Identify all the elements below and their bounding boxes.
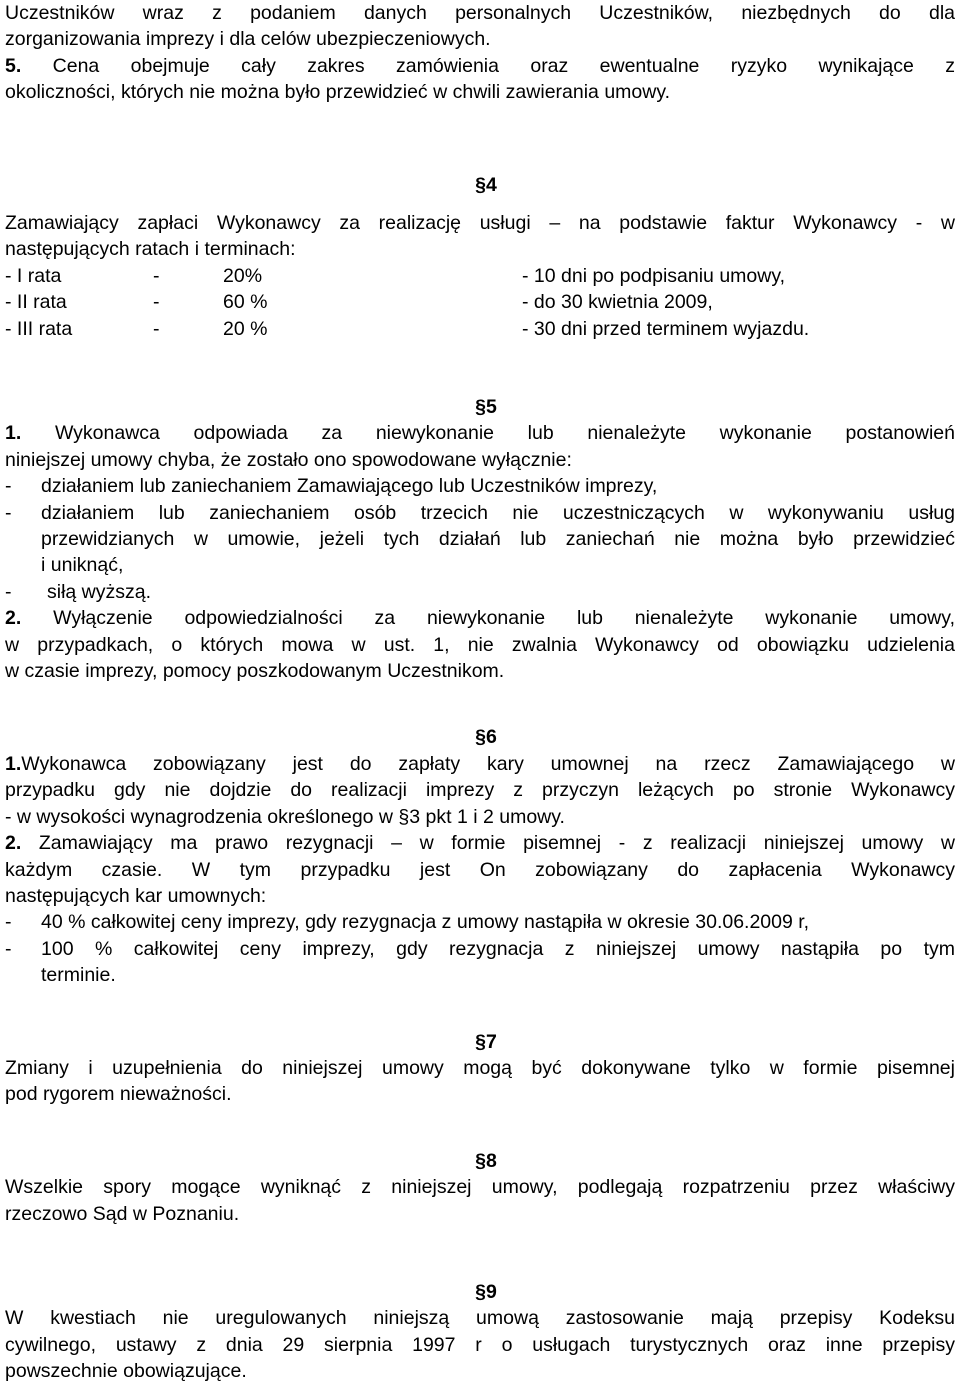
- section-6-point-1-line-1: [5, 751, 955, 777]
- section-6-point-1-line-3: - w wysokości wynagrodzenia określonego w §3 pkt 1 i 2 umowy.: [5, 805, 565, 828]
- list-dash: -: [5, 937, 12, 960]
- section-6-body: [5, 751, 955, 989]
- list-item-line: działaniem lub zaniechaniem Zamawiającego lub Uczestników imprezy,: [41, 475, 658, 498]
- section-5-point-1-text: Wykonawca odpowiada za niewykonanie lub nienależyte wykonanie postanowień: [21, 422, 955, 445]
- list-dash: -: [5, 475, 12, 498]
- section-7-line-2: pod rygorem nieważności.: [5, 1083, 232, 1106]
- section-6-point-2-line-2: każdym czasie. W tym przypadku jest On zobowiązany do zapłacenia Wykonawcy: [5, 858, 955, 881]
- section-4-heading: §4: [475, 173, 497, 196]
- section-7-line-1: Zmiany i uzupełnienia do niniejszej umowy mogą być dokonywane tylko w formie pisemnej: [5, 1056, 955, 1079]
- intro-line-2: zorganizowania imprezy i dla celów ubezpieczeniowych.: [5, 28, 491, 51]
- list-item-line: terminie.: [41, 964, 116, 987]
- list-item-line: działaniem lub zaniechaniem osób trzecich nie uczestniczących w wykonywaniu usług: [41, 501, 955, 524]
- section-6-heading: §6: [475, 726, 497, 749]
- section-7-heading: §7: [475, 1030, 497, 1053]
- section-5-point-2-line-1: [5, 605, 955, 631]
- list-item: [5, 936, 955, 989]
- section-5-point-2-text: Wyłączenie odpowiedzialności za niewykonanie lub nienależyte wykonanie umowy,: [21, 607, 955, 630]
- list-item: [5, 909, 955, 935]
- section-4-body: [5, 210, 955, 342]
- installment-percent: 20 %: [223, 317, 268, 340]
- list-item-line: siłą wyższą.: [47, 580, 152, 603]
- section-5-point-2-number: 2.: [5, 607, 22, 630]
- installment-separator: -: [153, 317, 160, 340]
- point-5-line-1: [5, 53, 955, 79]
- intro-paragraph: [5, 0, 955, 53]
- section-9-line-1: W kwestiach nie uregulowanych niniejszą umową zastosowanie mają przepisy Kodeksu: [5, 1307, 955, 1330]
- list-dash: -: [5, 501, 12, 524]
- list-item-line: przewidzianych w umowie, jeżeli tych działań lub zaniechań nie można było przewidzieć: [41, 528, 955, 551]
- section-8-body: [5, 1174, 955, 1227]
- installment-name: - I rata: [5, 264, 62, 287]
- section-7-body: [5, 1055, 955, 1108]
- section-5-heading: §5: [475, 396, 497, 419]
- intro-line-1: Uczestników wraz z podaniem danych personalnych Uczestników, niezbędnych do dla: [5, 2, 955, 24]
- section-5-point-2-line-2: w przypadkach, o których mowa w ust. 1, nie zwalnia Wykonawcy od obowiązku udzielenia: [5, 633, 955, 656]
- installment-separator: -: [153, 291, 160, 314]
- installment-row-2: [5, 289, 955, 315]
- section-8-heading: §8: [475, 1149, 497, 1172]
- list-item-line: i uniknąć,: [41, 554, 124, 577]
- installment-term: - do 30 kwietnia 2009,: [522, 291, 713, 314]
- installment-percent: 60 %: [223, 291, 268, 314]
- point-5-number: 5.: [5, 54, 22, 77]
- installment-row-1: [5, 263, 955, 289]
- section-5-point-1-line-2: niniejszej umowy chyba, że zostało ono spowodowane wyłącznie:: [5, 448, 572, 471]
- installment-term: - 10 dni po podpisaniu umowy,: [522, 264, 786, 287]
- installment-percent: 20%: [223, 264, 263, 287]
- list-dash: -: [5, 911, 12, 934]
- installment-name: - III rata: [5, 317, 73, 340]
- point-5-text: Cena obejmuje cały zakres zamówienia oraz ewentualne ryzyko wynikające z: [21, 54, 955, 77]
- section-6-point-1-line-2: przypadku gdy nie dojdzie do realizacji imprezy z przyczyn leżących po stronie Wykonawcy: [5, 779, 955, 802]
- point-5-line-2: okoliczności, których nie można było przewidzieć w chwili zawierania umowy.: [5, 81, 671, 104]
- section-5-point-1-line-1: [5, 420, 955, 446]
- point-5-paragraph: [5, 53, 955, 106]
- list-item: [5, 579, 955, 605]
- section-4-line-2: następujących ratach i terminach:: [5, 238, 296, 261]
- installment-separator: -: [153, 264, 160, 287]
- section-8-line-1: Wszelkie spory mogące wyniknąć z niniejszej umowy, podlegają rozpatrzeniu przez właściwy: [5, 1176, 955, 1199]
- section-6-point-2-line-3: następujących kar umownych:: [5, 884, 267, 907]
- section-6-point-2-line-1: [5, 830, 955, 856]
- section-5-point-2-line-3: w czasie imprezy, pomocy poszkodowanym Uczestnikom.: [5, 660, 505, 683]
- section-6-point-1-text: Wykonawca zobowiązany jest do zapłaty kary umownej na rzecz Zamawiającego w: [21, 752, 955, 775]
- section-6-point-2-number: 2.: [5, 832, 22, 855]
- section-4-line-1: Zamawiający zapłaci Wykonawcy za realizację usługi – na podstawie faktur Wykonawcy - w: [5, 212, 955, 235]
- section-9-heading: §9: [475, 1280, 497, 1303]
- installments-table: [5, 263, 955, 342]
- list-item-line: 100 % całkowitej ceny imprezy, gdy rezygnacja z niniejszej umowy nastąpiła po tym: [41, 937, 955, 960]
- section-6-point-2-text: Zamawiający ma prawo rezygnacji – w formie pisemnej - z realizacji niniejszej umowy w: [21, 832, 955, 855]
- list-item: [5, 473, 955, 499]
- installment-row-3: [5, 316, 955, 342]
- installment-term: - 30 dni przed terminem wyjazdu.: [522, 317, 810, 340]
- section-5-body: [5, 420, 955, 684]
- list-dash: -: [5, 580, 12, 603]
- section-6-point-1-number: 1.: [5, 752, 22, 775]
- section-5-point-1-number: 1.: [5, 422, 22, 445]
- section-9-body: [5, 1305, 955, 1384]
- section-9-line-2: cywilnego, ustawy z dnia 29 sierpnia 1997 r o usługach turystycznych oraz inne przepisy: [5, 1333, 955, 1356]
- document-page: [5, 0, 955, 1385]
- section-9-line-3: powszechnie obowiązujące.: [5, 1360, 247, 1383]
- section-8-line-2: rzeczowo Sąd w Poznaniu.: [5, 1202, 240, 1225]
- installment-name: - II rata: [5, 291, 67, 314]
- list-item: [5, 500, 955, 579]
- list-item-line: 40 % całkowitej ceny imprezy, gdy rezygnacja z umowy nastąpiła w okresie 30.06.2009 r,: [41, 911, 810, 934]
